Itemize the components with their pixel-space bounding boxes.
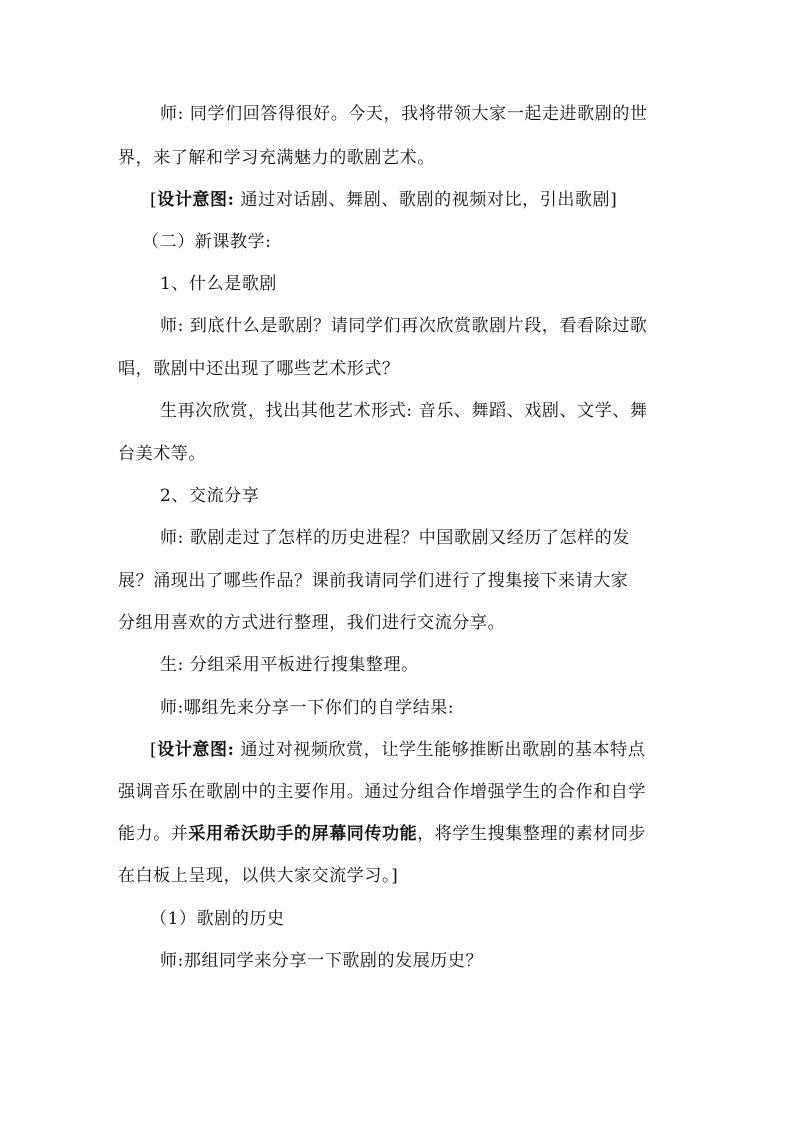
design-intent-label: 设计意图:: [157, 190, 235, 210]
paragraph-line: 界，来了解和学习充满魅力的歌剧艺术。: [118, 148, 435, 168]
paragraph-line: 师:那组同学来分享一下歌剧的发展历史？: [160, 951, 484, 971]
bracket-open: [: [150, 190, 158, 210]
paragraph-line: 生再次欣赏，找出其他艺术形式: 音乐、舞蹈、戏剧、文学、舞: [160, 401, 648, 421]
paragraph-line: 生: 分组采用平板进行搜集整理。: [160, 655, 419, 675]
design-intent-line: [150, 190, 617, 210]
design-intent-label: 设计意图:: [157, 740, 235, 760]
design-intent-text: ，将学生搜集整理的素材同步: [417, 824, 647, 844]
item-heading: 2、交流分享: [160, 486, 260, 506]
design-intent-line: 在白板上呈现，以供大家交流学习。]: [118, 866, 399, 886]
design-intent-text: 能力。并: [118, 824, 189, 844]
paragraph-line: 展？涌现出了哪些作品？课前我请同学们进行了搜集接下来请大家: [118, 571, 629, 591]
paragraph-line: 师: 歌剧走过了怎样的历史进程？中国歌剧又经历了怎样的发: [160, 528, 630, 548]
design-intent-emphasis: 采用希沃助手的屏幕同传功能: [188, 824, 418, 844]
paragraph-line: 分组用喜欢的方式进行整理，我们进行交流分享。: [118, 613, 506, 633]
design-intent-text: 通过对话剧、舞剧、歌剧的视频对比，引出歌剧]: [234, 190, 618, 210]
item-heading: 1、什么是歌剧: [160, 274, 278, 294]
bracket-open: [: [150, 740, 158, 760]
paragraph-line: 师: 到底什么是歌剧？请同学们再次欣赏歌剧片段，看看除过歌: [160, 316, 648, 336]
paragraph-line: 师: 同学们回答得很好。今天，我将带领大家一起走进歌剧的世: [160, 104, 648, 124]
design-intent-line: [150, 740, 645, 760]
design-intent-text: 通过对视频欣赏，让学生能够推断出歌剧的基本特点: [234, 740, 646, 760]
paragraph-line: 师:哪组先来分享一下你们的自学结果:: [160, 698, 455, 718]
design-intent-line: 强调音乐在歌剧中的主要作用。通过分组合作增强学生的合作和自学: [118, 782, 646, 802]
subitem-heading: （1）歌剧的历史: [150, 909, 285, 929]
design-intent-line: [118, 824, 646, 844]
paragraph-line: 台美术等。: [118, 444, 206, 464]
paragraph-line: 唱，歌剧中还出现了哪些艺术形式？: [118, 359, 400, 379]
section-heading: （二）新课教学:: [142, 232, 272, 252]
